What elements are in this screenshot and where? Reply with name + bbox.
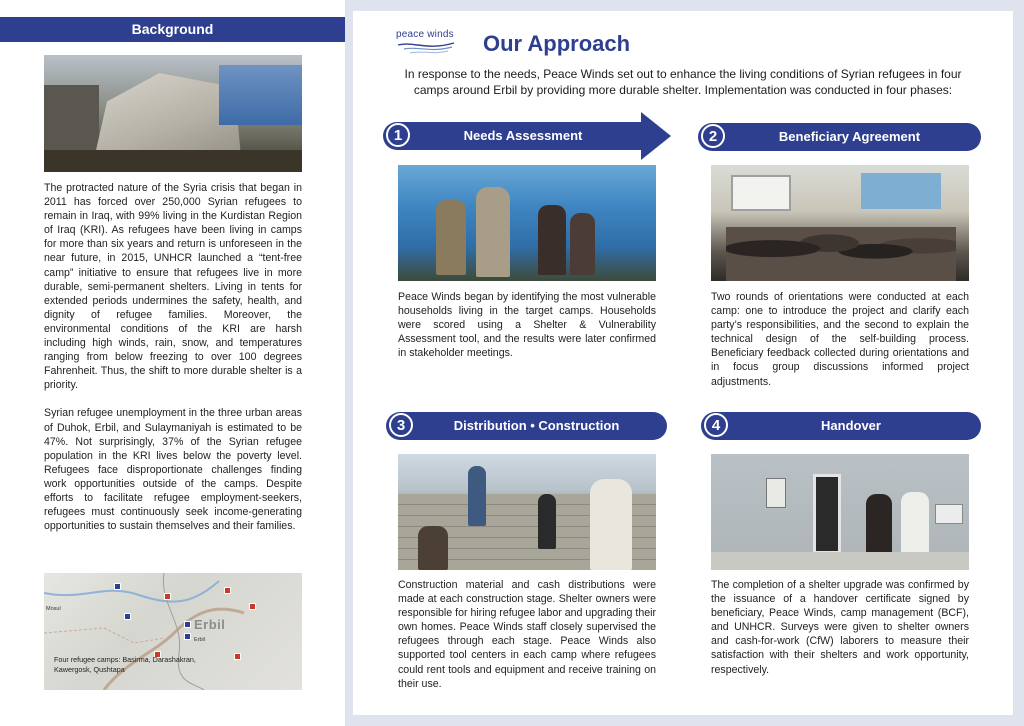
phase-1-header (383, 122, 643, 150)
photo-person (476, 187, 510, 277)
tent-photo (44, 55, 302, 172)
background-panel (0, 0, 345, 726)
photo-worker (418, 526, 448, 570)
photo-window (861, 173, 941, 209)
photo-wall (44, 85, 99, 155)
photo-ground (711, 552, 969, 570)
logo-wave-icon (396, 41, 456, 55)
phase-1-number: 1 (386, 123, 410, 147)
logo-text: peace winds (396, 29, 454, 40)
map-camp-pin (184, 621, 191, 628)
needs-assessment-photo (398, 165, 656, 281)
construction-photo (398, 454, 656, 570)
photo-audience (726, 227, 956, 281)
photo-person (538, 205, 566, 275)
phase-3-text: Construction material and cash distributions were made at each construction stage. Shelter owners were responsible for hiring refugee labor and upgrading their own homes. Peace Winds staff closely supervised the refugees through each stage. Peace Winds also supported tool centers in each camp where refugees could rent tools and equipment and receive training on their use. (398, 579, 656, 690)
photo-ground (44, 150, 302, 172)
photo-worker (468, 466, 486, 526)
photo-blue-tarp (219, 65, 302, 125)
camps-map (44, 573, 302, 690)
map-caption: Four refugee camps: Basirma, Darashakran, Kawergosk, Qushtapa (54, 655, 196, 674)
background-title: Background (131, 21, 214, 37)
phase-4-text: The completion of a shelter upgrade was confirmed by the issuance of a handover certificate signed by beneficiary, Peace Winds, camp management (BCF), and UNHCR. Surveys were given to shelter owners and cash-for-work (CfW) laborers to measure their satisfaction with their shelters and work opportunity, respectively. (711, 579, 969, 676)
photo-worker (590, 479, 632, 570)
phase-3-number: 3 (389, 413, 413, 437)
phase-4-header (701, 412, 981, 440)
phase-4-number: 4 (704, 413, 728, 437)
map-erbil-label: Erbil (194, 617, 226, 632)
map-site-pin (249, 603, 256, 610)
phase-1-text: Peace Winds began by identifying the most vulnerable households living in the target camps. Households were scored using a Shelter & Vulnerability Assessment tool, and the results were later confirmed in stakeholder meetings. (398, 291, 656, 360)
photo-ac-unit (935, 504, 963, 524)
beneficiary-agreement-photo (711, 165, 969, 281)
phase-1-title: Needs Assessment (463, 128, 583, 143)
background-text (44, 181, 302, 533)
page-title: Our Approach (483, 31, 631, 56)
map-site-pin (234, 653, 241, 660)
phase-3-header (386, 412, 667, 440)
map-camp-pin (114, 583, 121, 590)
map-camp-pin (184, 633, 191, 640)
phase-2-header (698, 123, 981, 151)
background-paragraph: The protracted nature of the Syria crisis that began in 2011 has forced over 250,000 Syrian refugees to remain in Iraq, with 99% living in the Kurdistan Region of Iraq (KRI). As refugees have been living in camps for more than six years and return is unforeseen in the near future, in 2015, UNHCR launched a “tent-free camp” initiative to ensure that refugees live in more durable, semi-permanent shelters. Living in tents for extended periods undermines the safety, health, and dignity of refugee families. Moreover, the environmental conditions of the KRI are harsh including high winds, rain, snow, and temperatures ranging from below freezing to over 100 degrees Fahrenheit. Thus, the shift to more durable shelter is a priority. (44, 182, 302, 392)
photo-projection-screen (731, 175, 791, 211)
phase-2-number: 2 (701, 124, 725, 148)
map-camp-pin (124, 613, 131, 620)
map-mosul-label: Mosul (46, 606, 61, 612)
background-header-band (0, 17, 345, 42)
photo-window (766, 478, 786, 508)
map-site-pin (164, 593, 171, 600)
intro-text: In response to the needs, Peace Winds set out to enhance the living conditions of Syrian refugees in four camps around Erbil by providing more durable shelter. Implementation was conducted in four phases: (404, 67, 962, 97)
phase-2-title: Beneficiary Agreement (778, 129, 921, 144)
map-erbil-small-label: Erbil (194, 637, 206, 643)
map-site-pin (224, 587, 231, 594)
photo-person (436, 200, 466, 275)
phase-3-title: Distribution • Construction (453, 418, 620, 433)
photo-door (813, 474, 841, 554)
photo-person (570, 213, 595, 275)
handover-photo (711, 454, 969, 570)
phase-4-title: Handover (821, 418, 881, 433)
approach-panel (353, 11, 1013, 715)
phase-arrow-icon (641, 112, 671, 160)
phase-2-text: Two rounds of orientations were conducted at each camp: one to introduce the project and clarify each party’s responsibilities, and the second to explain the technical design of the self-building process. Beneficiary feedback collected during orientations and in focus group discussions informed project adjustments. (711, 291, 969, 388)
peace-winds-logo (396, 29, 466, 65)
photo-worker (538, 494, 556, 549)
background-paragraph: Syrian refugee unemployment in the three urban areas of Duhok, Erbil, and Sulaymaniyah is estimated to be 47%. Not surprisingly, 37% of the Syrian refugee population in the KRI lives below the poverty level. Refugees face disproportionate challenges finding work opportunities outside of the camps. Despite efforts to facilitate refugee employment-seekers, refugees must continuously seek income-generating opportunities to sustain themselves and their families. (44, 407, 302, 533)
